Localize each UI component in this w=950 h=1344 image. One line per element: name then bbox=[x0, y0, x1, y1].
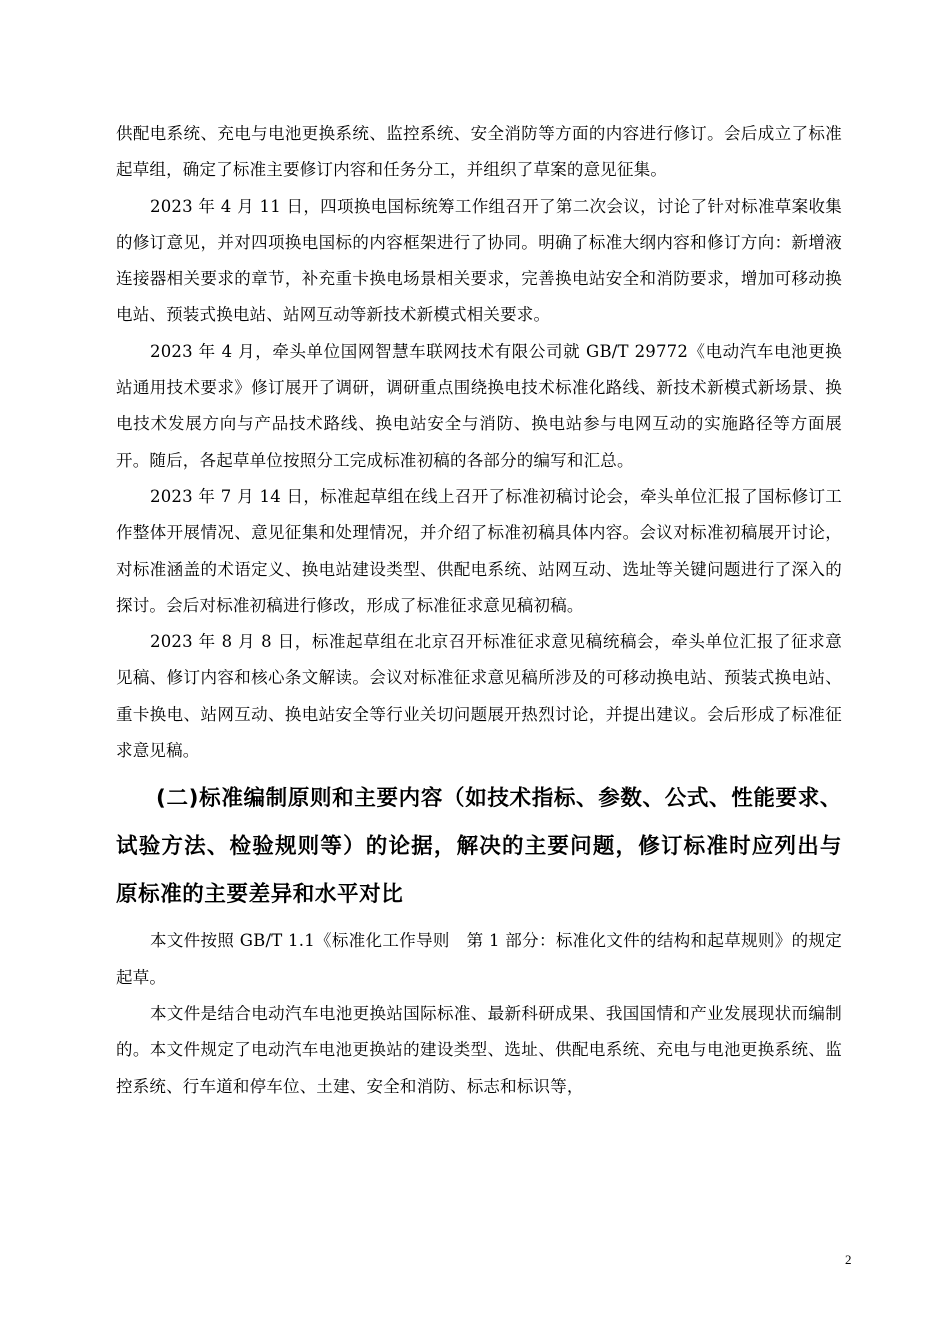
section-heading: (二)标准编制原则和主要内容（如技术指标、参数、公式、性能要求、试验方法、检验规则等）的论据，解决的主要问题，修订标准时应列出与原标准的主要差异和水平对比 bbox=[116, 786, 842, 908]
page-number: 2 bbox=[845, 1252, 852, 1267]
paragraph-april-11-meeting: 2023 年 4 月 11 日，四项换电国标统筹工作组召开了第二次会议，讨论了针对标准草案收集的修订意见，并对四项换电国标的内容框架进行了协同。明确了标准大纲内容和修订方向：新增液连接器相关要求的章节，补充重卡换电场景相关要求，完善换电站安全和消防要求，增加可移动换电站、预装式换电站、站网互动等新技术新模式相关要求。 bbox=[116, 196, 842, 325]
paragraph-july-14-meeting: 2023 年 7 月 14 日，标准起草组在线上召开了标准初稿讨论会，牵头单位汇报了国标修订工作整体开展情况、意见征集和处理情况，并介绍了标准初稿具体内容。会议对标准初稿展开讨论，对标准涵盖的术语定义、换电站建设类型、供配电系统、站网互动、选址等关键问题进行了深入的探讨。会后对标准初稿进行修改，形成了标准征求意见稿初稿。 bbox=[116, 486, 842, 615]
paragraph-april-research: 2023 年 4 月，牵头单位国网智慧车联网技术有限公司就 GB/T 29772《电动汽车电池更换站通用技术要求》修订展开了调研，调研重点围绕换电技术标准化路线、新技术新模式新场景、换电技术发展方向与产品技术路线、换电站安全与消防、换电站参与电网互动的实施路径等方面展开。随后，各起草单位按照分工完成标准初稿的各部分的编写和汇总。 bbox=[116, 341, 842, 470]
paragraph-august-8-meeting: 2023 年 8 月 8 日，标准起草组在北京召开标准征求意见稿统稿会，牵头单位汇报了征求意见稿、修订内容和核心条文解读。会议对标准征求意见稿所涉及的可移动换电站、预装式换电站、重卡换电、站网互动、换电站安全等行业关切问题展开热烈讨论，并提出建议。会后形成了标准征求意见稿。 bbox=[116, 632, 842, 761]
paragraph-continuation: 供配电系统、充电与电池更换系统、监控系统、安全消防等方面的内容进行修订。会后成立了标准起草组，确定了标准主要修订内容和任务分工，并组织了草案的意见征集。 bbox=[116, 124, 842, 180]
paragraph-document-scope: 本文件是结合电动汽车电池更换站国际标准、最新科研成果、我国国情和产业发展现状而编制的。本文件规定了电动汽车电池更换站的建设类型、选址、供配电系统、充电与电池更换系统、监控系统、行车道和停车位、土建、安全和消防、标志和标识等， bbox=[116, 1003, 842, 1096]
paragraph-drafting-rules: 本文件按照 GB/T 1.1《标准化工作导则 第 1 部分：标准化文件的结构和起草规则》的规定起草。 bbox=[116, 931, 842, 987]
body-text bbox=[116, 116, 842, 1105]
